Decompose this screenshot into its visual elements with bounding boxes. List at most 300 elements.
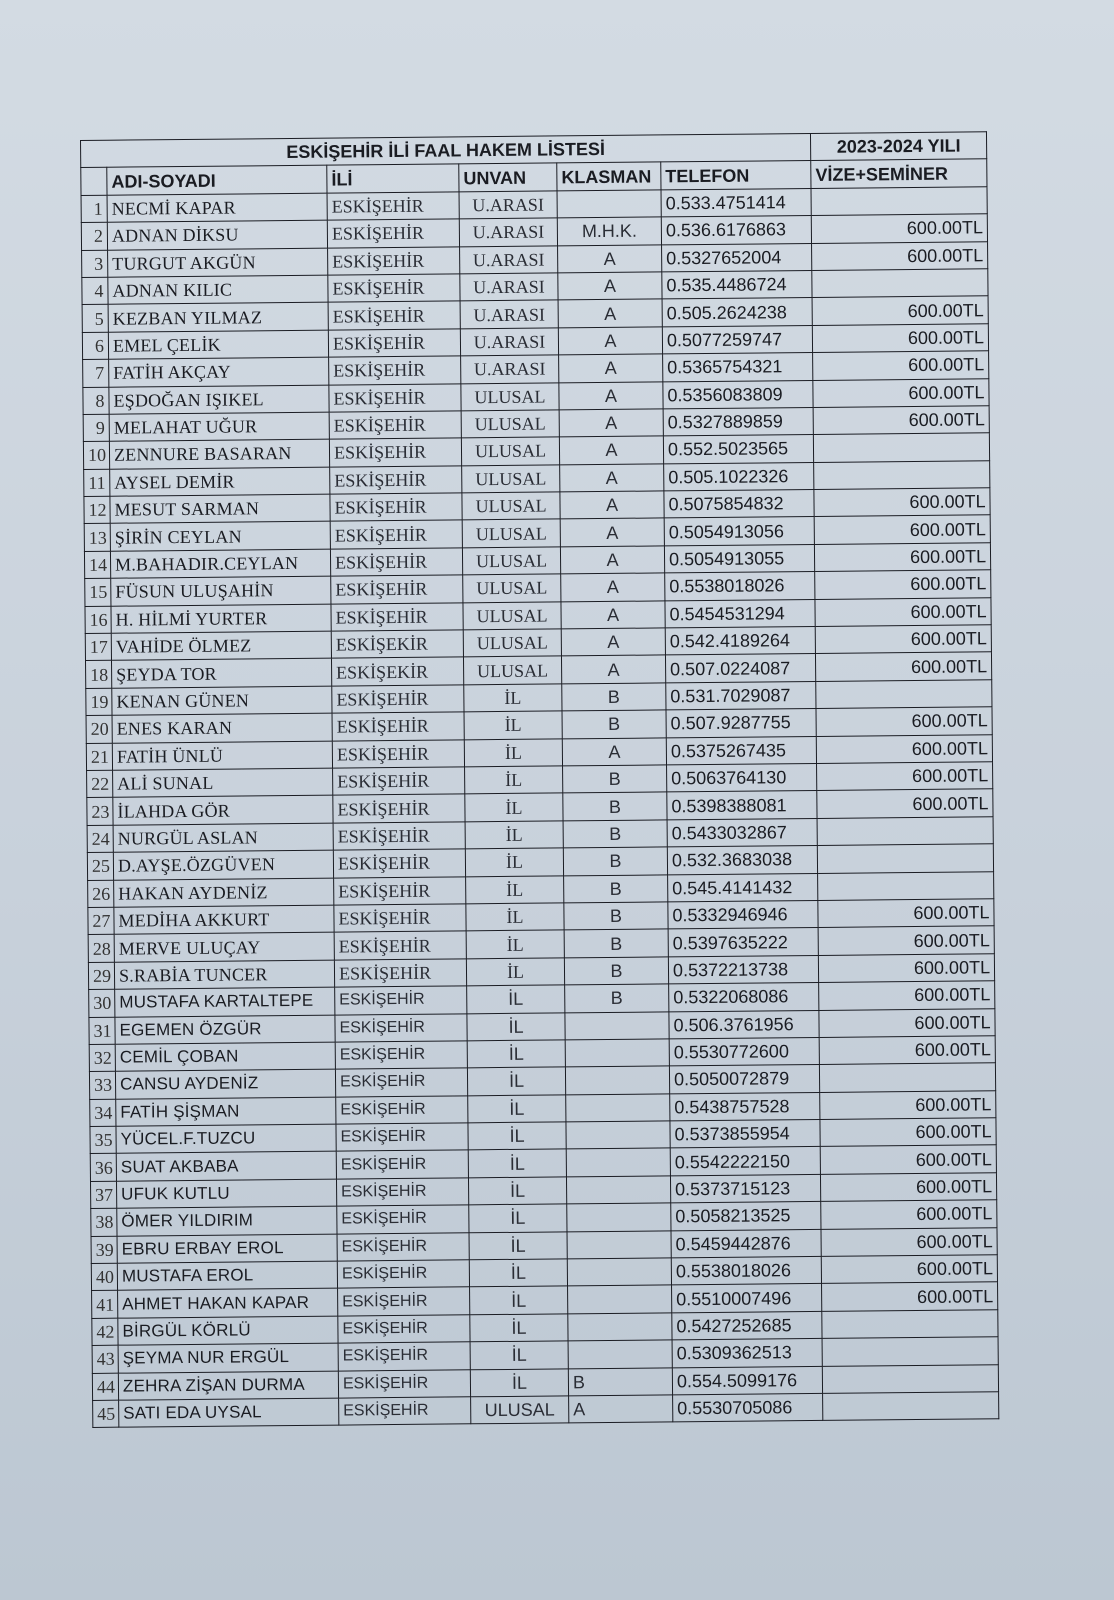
row-number: 21 — [86, 743, 112, 771]
referee-klasman — [557, 190, 661, 218]
row-number: 37 — [90, 1181, 116, 1209]
referee-unvan: İL — [470, 1368, 568, 1396]
referee-telefon: 0.5397635222 — [668, 928, 818, 957]
row-number: 10 — [83, 442, 109, 470]
row-number: 24 — [87, 825, 113, 853]
referee-klasman: A — [561, 601, 665, 629]
row-number: 1 — [81, 195, 107, 223]
referee-city: ESKİŞEHİR — [330, 548, 462, 577]
referee-unvan: ULUSAL — [462, 465, 560, 493]
referee-name: FATİH ÜNLÜ — [112, 741, 332, 771]
referee-city: ESKİŞEHİR — [330, 520, 462, 549]
referee-name: VAHİDE ÖLMEZ — [111, 631, 331, 661]
referee-city: ESKİŞEHİR — [329, 411, 461, 440]
referee-telefon: 0.552.5023565 — [663, 435, 813, 464]
row-number: 12 — [84, 496, 110, 524]
row-number: 38 — [91, 1208, 117, 1236]
referee-unvan: U.ARASI — [460, 328, 558, 356]
referee-city: ESKİŞEHİR — [333, 794, 465, 823]
referee-city: ESKİŞEHİR — [332, 712, 464, 741]
referee-klasman: A — [559, 409, 663, 437]
referee-telefon: 0.5398388081 — [667, 791, 817, 820]
referee-unvan: U.ARASI — [460, 300, 558, 328]
referee-unvan: İL — [468, 1177, 566, 1205]
referee-unvan: İL — [467, 1067, 565, 1095]
row-number: 23 — [87, 798, 113, 826]
referee-name: FATİH ŞİŞMAN — [116, 1097, 336, 1127]
referee-unvan: İL — [470, 1314, 568, 1342]
referee-fee — [822, 1364, 998, 1393]
referee-fee: 600.00TL — [814, 488, 990, 517]
referee-fee: 600.00TL — [819, 1008, 995, 1037]
referee-klasman: A — [559, 381, 663, 409]
referee-klasman: A — [558, 244, 662, 272]
referee-name: KENAN GÜNEN — [112, 686, 332, 716]
referee-unvan: U.ARASI — [460, 245, 558, 273]
referee-city: ESKİŞEHİR — [330, 466, 462, 495]
referee-unvan: ULUSAL — [461, 410, 559, 438]
referee-klasman — [565, 1011, 669, 1039]
referee-klasman — [565, 1039, 669, 1067]
referee-fee — [818, 871, 994, 900]
referee-name: ŞEYDA TOR — [111, 659, 331, 689]
row-number: 43 — [92, 1345, 118, 1373]
referee-fee: 600.00TL — [818, 926, 994, 955]
referee-unvan: İL — [466, 875, 564, 903]
referee-klasman — [566, 1094, 670, 1122]
referee-city: ESKİŞEHİR — [333, 767, 465, 796]
referee-unvan: İL — [469, 1204, 567, 1232]
referee-city: ESKİŞEHİR — [328, 301, 460, 330]
referee-table — [80, 131, 999, 1428]
row-number: 30 — [89, 989, 115, 1017]
referee-telefon: 0.5538018026 — [665, 572, 815, 601]
referee-name: H. HİLMİ YURTER — [111, 604, 331, 634]
referee-telefon: 0.5375267435 — [666, 736, 816, 765]
referee-telefon: 0.5365754321 — [663, 353, 813, 382]
referee-name: CEMİL ÇOBAN — [115, 1042, 335, 1072]
referee-city: ESKİŞEHİR — [334, 931, 466, 960]
referee-fee — [812, 269, 988, 298]
referee-telefon: 0.5510007496 — [672, 1284, 822, 1313]
referee-telefon: 0.505.2624238 — [662, 298, 812, 327]
referee-klasman: B — [565, 984, 669, 1012]
referee-klasman: B — [563, 847, 667, 875]
referee-fee — [811, 187, 987, 216]
referee-klasman: B — [563, 765, 667, 793]
referee-unvan: İL — [465, 766, 563, 794]
referee-klasman: A — [560, 464, 664, 492]
referee-klasman — [567, 1231, 671, 1259]
referee-klasman — [566, 1121, 670, 1149]
row-number: 8 — [83, 387, 109, 415]
referee-fee: 600.00TL — [817, 762, 993, 791]
referee-unvan: ULUSAL — [462, 547, 560, 575]
referee-city: ESKİŞEHİR — [328, 329, 460, 358]
referee-fee: 600.00TL — [814, 543, 990, 572]
row-number: 35 — [90, 1126, 116, 1154]
row-number: 29 — [88, 962, 114, 990]
referee-unvan: İL — [467, 1040, 565, 1068]
referee-fee — [819, 1063, 995, 1092]
referee-telefon: 0.531.7029087 — [666, 681, 816, 710]
referee-telefon: 0.554.5099176 — [672, 1366, 822, 1395]
referee-klasman: A — [561, 655, 665, 683]
referee-city: ESKİŞEHİR — [335, 1068, 467, 1097]
referee-unvan: İL — [468, 1095, 566, 1123]
referee-unvan: İL — [468, 1122, 566, 1150]
referee-telefon: 0.5454531294 — [665, 599, 815, 628]
referee-telefon: 0.5077259747 — [662, 325, 812, 354]
header-unvan: UNVAN — [459, 163, 557, 191]
referee-telefon: 0.505.1022326 — [664, 462, 814, 491]
referee-telefon: 0.5309362513 — [672, 1339, 822, 1368]
referee-telefon: 0.5327652004 — [662, 243, 812, 272]
referee-telefon: 0.5373715123 — [670, 1174, 820, 1203]
row-number: 41 — [92, 1291, 118, 1319]
referee-klasman: A — [558, 327, 662, 355]
referee-name: FATİH AKÇAY — [109, 357, 329, 387]
referee-fee: 600.00TL — [818, 953, 994, 982]
row-number: 14 — [84, 551, 110, 579]
referee-klasman: B — [563, 820, 667, 848]
referee-unvan: İL — [466, 958, 564, 986]
referee-city: ESKİŞEHİR — [338, 1342, 470, 1371]
row-number: 20 — [86, 715, 112, 743]
referee-fee: 600.00TL — [821, 1173, 997, 1202]
referee-city: ESKİŞEHİR — [327, 192, 459, 221]
row-number: 25 — [87, 852, 113, 880]
referee-klasman: A — [559, 354, 663, 382]
referee-unvan: ULUSAL — [462, 492, 560, 520]
referee-city: ESKİŞEHİR — [339, 1397, 471, 1426]
referee-name: FÜSUN ULUŞAHİN — [111, 576, 331, 606]
referee-city: ESKİŞEHİR — [330, 493, 462, 522]
header-number — [81, 168, 107, 196]
referee-fee: 600.00TL — [816, 707, 992, 736]
referee-klasman: B — [564, 929, 668, 957]
row-number: 17 — [85, 633, 111, 661]
header-telefon: TELEFON — [661, 161, 811, 190]
referee-unvan: ULUSAL — [461, 437, 559, 465]
referee-name: NURGÜL ASLAN — [113, 823, 333, 853]
referee-fee: 600.00TL — [812, 241, 988, 270]
referee-city: ESKİŞEHİR — [337, 1260, 469, 1289]
referee-telefon: 0.5356083809 — [663, 380, 813, 409]
referee-telefon: 0.5054913055 — [664, 544, 814, 573]
referee-unvan: İL — [468, 1149, 566, 1177]
referee-city: ESKİŞEHİR — [332, 739, 464, 768]
referee-telefon: 0.532.3683038 — [667, 846, 817, 875]
referee-name: MEDİHA AKKURT — [114, 905, 334, 935]
row-number: 39 — [91, 1236, 117, 1264]
row-number: 33 — [89, 1071, 115, 1099]
referee-klasman: M.H.K. — [557, 217, 661, 245]
referee-name: MESUT SARMAN — [110, 494, 330, 524]
row-number: 7 — [83, 359, 109, 387]
referee-unvan: ULUSAL — [463, 574, 561, 602]
referee-name: ADNAN KILIC — [108, 275, 328, 305]
referee-city: ESKİŞEHİR — [337, 1232, 469, 1261]
referee-city: ESKİŞEHİR — [336, 1095, 468, 1124]
header-name: ADI-SOYADI — [107, 166, 327, 196]
referee-klasman: B — [568, 1367, 672, 1395]
referee-telefon: 0.5050072879 — [669, 1065, 819, 1094]
row-number: 15 — [85, 578, 111, 606]
referee-klasman: B — [562, 683, 666, 711]
referee-city: ESKİŞEHİR — [334, 959, 466, 988]
referee-city: ESKİŞEHİR — [338, 1369, 470, 1398]
referee-telefon: 0.542.4189264 — [665, 626, 815, 655]
referee-name: S.RABİA TUNCER — [114, 960, 334, 990]
referee-city: ESKİŞEHİR — [336, 1178, 468, 1207]
referee-klasman: B — [563, 792, 667, 820]
referee-city: ESKİŞEHİR — [332, 685, 464, 714]
row-number: 2 — [81, 222, 107, 250]
referee-fee: 600.00TL — [813, 378, 989, 407]
referee-unvan: U.ARASI — [461, 355, 559, 383]
referee-telefon: 0.533.4751414 — [661, 188, 811, 217]
referee-fee: 600.00TL — [818, 899, 994, 928]
referee-klasman: A — [561, 628, 665, 656]
referee-telefon: 0.5058213525 — [671, 1202, 821, 1231]
referee-fee: 600.00TL — [821, 1200, 997, 1229]
referee-city: ESKİŞEKİR — [331, 657, 463, 686]
referee-name: EGEMEN ÖZGÜR — [115, 1015, 335, 1045]
referee-telefon: 0.507.9287755 — [666, 709, 816, 738]
referee-unvan: U.ARASI — [459, 218, 557, 246]
row-number: 3 — [82, 250, 108, 278]
referee-fee: 600.00TL — [819, 981, 995, 1010]
referee-name: ZENNURE BASARAN — [109, 439, 329, 469]
referee-name: EMEL ÇELİK — [108, 330, 328, 360]
referee-city: ESKİŞEHİR — [329, 438, 461, 467]
row-number: 36 — [90, 1154, 116, 1182]
referee-fee: 600.00TL — [816, 652, 992, 681]
referee-unvan: ULUSAL — [463, 656, 561, 684]
referee-unvan: İL — [469, 1259, 567, 1287]
referee-telefon: 0.5538018026 — [671, 1256, 821, 1285]
row-number: 4 — [82, 277, 108, 305]
referee-klasman: A — [560, 518, 664, 546]
referee-name: ENES KARAN — [112, 713, 332, 743]
referee-klasman: A — [560, 491, 664, 519]
referee-unvan: İL — [465, 793, 563, 821]
referee-name: ÖMER YILDIRIM — [117, 1206, 337, 1236]
referee-name: TURGUT AKGÜN — [108, 248, 328, 278]
referee-fee: 600.00TL — [813, 406, 989, 435]
referee-fee — [814, 460, 990, 489]
referee-unvan: İL — [467, 1012, 565, 1040]
referee-city: ESKİŞEHİR — [335, 986, 467, 1015]
referee-name: CANSU AYDENİZ — [115, 1069, 335, 1099]
referee-fee: 600.00TL — [812, 324, 988, 353]
referee-klasman — [568, 1313, 672, 1341]
referee-klasman — [565, 1066, 669, 1094]
referee-klasman: B — [564, 902, 668, 930]
referee-fee: 600.00TL — [822, 1282, 998, 1311]
referee-telefon: 0.5322068086 — [669, 983, 819, 1012]
referee-name: UFUK KUTLU — [116, 1179, 336, 1209]
referee-fee: 600.00TL — [816, 734, 992, 763]
referee-telefon: 0.5427252685 — [672, 1311, 822, 1340]
referee-telefon: 0.5054913056 — [664, 517, 814, 546]
row-number: 45 — [93, 1400, 119, 1428]
row-number: 26 — [88, 880, 114, 908]
row-number: 28 — [88, 935, 114, 963]
referee-unvan: İL — [464, 684, 562, 712]
referee-fee: 600.00TL — [820, 1090, 996, 1119]
referee-city: ESKİŞEHİR — [327, 219, 459, 248]
referee-fee: 600.00TL — [815, 597, 991, 626]
referee-name: ŞİRİN CEYLAN — [110, 522, 330, 552]
row-number: 6 — [82, 332, 108, 360]
referee-city: ESKİŞEHİR — [334, 904, 466, 933]
referee-unvan: İL — [470, 1341, 568, 1369]
referee-unvan: İL — [465, 848, 563, 876]
referee-unvan: İL — [464, 738, 562, 766]
header-klasman: KLASMAN — [557, 162, 661, 190]
referee-name: EBRU ERBAY EROL — [117, 1234, 337, 1264]
row-number: 40 — [91, 1263, 117, 1291]
referee-city: ESKİŞEHİR — [336, 1123, 468, 1152]
referee-city: ESKİŞEHİR — [331, 602, 463, 631]
referee-telefon: 0.5373855954 — [670, 1120, 820, 1149]
referee-klasman — [567, 1258, 671, 1286]
referee-telefon: 0.5327889859 — [663, 407, 813, 436]
referee-city: ESKİŞEHİR — [329, 356, 461, 385]
referee-fee: 600.00TL — [820, 1145, 996, 1174]
referee-list-sheet — [80, 131, 998, 1428]
referee-unvan: İL — [470, 1286, 568, 1314]
referee-telefon: 0.5372213738 — [668, 955, 818, 984]
row-number: 22 — [87, 770, 113, 798]
row-number: 11 — [84, 469, 110, 497]
referee-fee — [816, 680, 992, 709]
row-number: 9 — [83, 414, 109, 442]
referee-fee — [822, 1310, 998, 1339]
referee-name: ŞEYMA NUR ERGÜL — [118, 1343, 338, 1373]
referee-telefon: 0.5542222150 — [670, 1147, 820, 1176]
referee-fee: 600.00TL — [814, 515, 990, 544]
referee-unvan: ULUSAL — [462, 519, 560, 547]
referee-fee: 600.00TL — [812, 296, 988, 325]
referee-klasman: A — [560, 546, 664, 574]
referee-telefon: 0.5530705086 — [673, 1393, 823, 1422]
row-number: 44 — [92, 1373, 118, 1401]
referee-klasman: B — [562, 710, 666, 738]
referee-city: ESKİŞEHİR — [336, 1150, 468, 1179]
referee-name: MELAHAT UĞUR — [109, 412, 329, 442]
referee-klasman: A — [569, 1395, 673, 1423]
referee-fee: 600.00TL — [820, 1118, 996, 1147]
referee-unvan: U.ARASI — [460, 273, 558, 301]
referee-klasman — [566, 1176, 670, 1204]
referee-telefon: 0.5332946946 — [668, 900, 818, 929]
referee-name: İLAHDA GÖR — [113, 795, 333, 825]
referee-fee — [817, 844, 993, 873]
referee-name: MUSTAFA EROL — [117, 1261, 337, 1291]
referee-klasman: A — [558, 299, 662, 327]
year-title: 2023-2024 YILI — [811, 132, 987, 161]
referee-city: ESKİŞEHİR — [334, 876, 466, 905]
referee-name: SATI EDA UYSAL — [119, 1398, 339, 1428]
referee-klasman: B — [564, 957, 668, 985]
referee-city: ESKİŞEHİR — [333, 849, 465, 878]
referee-name: BİRGÜL KÖRLÜ — [118, 1316, 338, 1346]
row-number: 32 — [89, 1044, 115, 1072]
referee-name: AHMET HAKAN KAPAR — [118, 1288, 338, 1318]
referee-name: SUAT AKBABA — [116, 1152, 336, 1182]
referee-city: ESKİŞEHİR — [331, 575, 463, 604]
referee-fee: 600.00TL — [815, 570, 991, 599]
referee-telefon: 0.5459442876 — [671, 1229, 821, 1258]
referee-name: MERVE ULUÇAY — [114, 932, 334, 962]
referee-unvan: ULUSAL — [471, 1396, 569, 1424]
referee-city: ESKİŞEHİR — [328, 246, 460, 275]
referee-unvan: ULUSAL — [461, 382, 559, 410]
referee-telefon: 0.5438757528 — [670, 1092, 820, 1121]
referee-unvan: İL — [467, 985, 565, 1013]
referee-fee: 600.00TL — [821, 1255, 997, 1284]
referee-name: M.BAHADIR.CEYLAN — [110, 549, 330, 579]
referee-city: ESKİŞEHİR — [338, 1287, 470, 1316]
referee-unvan: ULUSAL — [463, 629, 561, 657]
referee-fee: 600.00TL — [817, 789, 993, 818]
referee-telefon: 0.545.4141432 — [668, 873, 818, 902]
row-number: 34 — [90, 1099, 116, 1127]
referee-name: ALİ SUNAL — [113, 768, 333, 798]
referee-name: MUSTAFA KARTALTEPE — [115, 987, 335, 1017]
referee-city: ESKİŞEHİR — [337, 1205, 469, 1234]
document-title: ESKİŞEHİR İLİ FAAL HAKEM LİSTESİ — [81, 133, 811, 167]
referee-name: ZEHRA ZİŞAN DURMA — [118, 1371, 338, 1401]
referee-klasman — [568, 1285, 672, 1313]
referee-city: ESKİŞEHİR — [335, 1013, 467, 1042]
referee-unvan: İL — [466, 903, 564, 931]
referee-name: D.AYŞE.ÖZGÜVEN — [113, 850, 333, 880]
referee-city: ESKİŞEHİR — [333, 822, 465, 851]
referee-unvan: İL — [464, 711, 562, 739]
referee-fee: 600.00TL — [819, 1036, 995, 1065]
referee-telefon: 0.507.0224087 — [665, 654, 815, 683]
referee-city: ESKİŞEKİR — [331, 630, 463, 659]
referee-telefon: 0.5530772600 — [669, 1037, 819, 1066]
referee-telefon: 0.5063764130 — [667, 763, 817, 792]
row-number: 19 — [86, 688, 112, 716]
header-fee: VİZE+SEMİNER — [811, 159, 987, 188]
referee-telefon: 0.536.6176863 — [661, 216, 811, 245]
referee-unvan: ULUSAL — [463, 602, 561, 630]
referee-name: EŞDOĞAN IŞIKEL — [109, 385, 329, 415]
referee-klasman: B — [564, 874, 668, 902]
row-number: 31 — [89, 1017, 115, 1045]
referee-unvan: U.ARASI — [459, 191, 557, 219]
referee-fee — [817, 817, 993, 846]
referee-klasman — [567, 1203, 671, 1231]
referee-telefon: 0.506.3761956 — [669, 1010, 819, 1039]
referee-klasman: A — [562, 737, 666, 765]
referee-name: NECMİ KAPAR — [107, 193, 327, 223]
row-number: 18 — [86, 661, 112, 689]
referee-fee — [822, 1337, 998, 1366]
referee-telefon: 0.535.4486724 — [662, 270, 812, 299]
referee-unvan: İL — [469, 1232, 567, 1260]
referee-klasman — [566, 1148, 670, 1176]
referee-fee: 600.00TL — [821, 1227, 997, 1256]
referee-city: ESKİŞEHİR — [328, 274, 460, 303]
header-city: İLİ — [327, 164, 459, 193]
